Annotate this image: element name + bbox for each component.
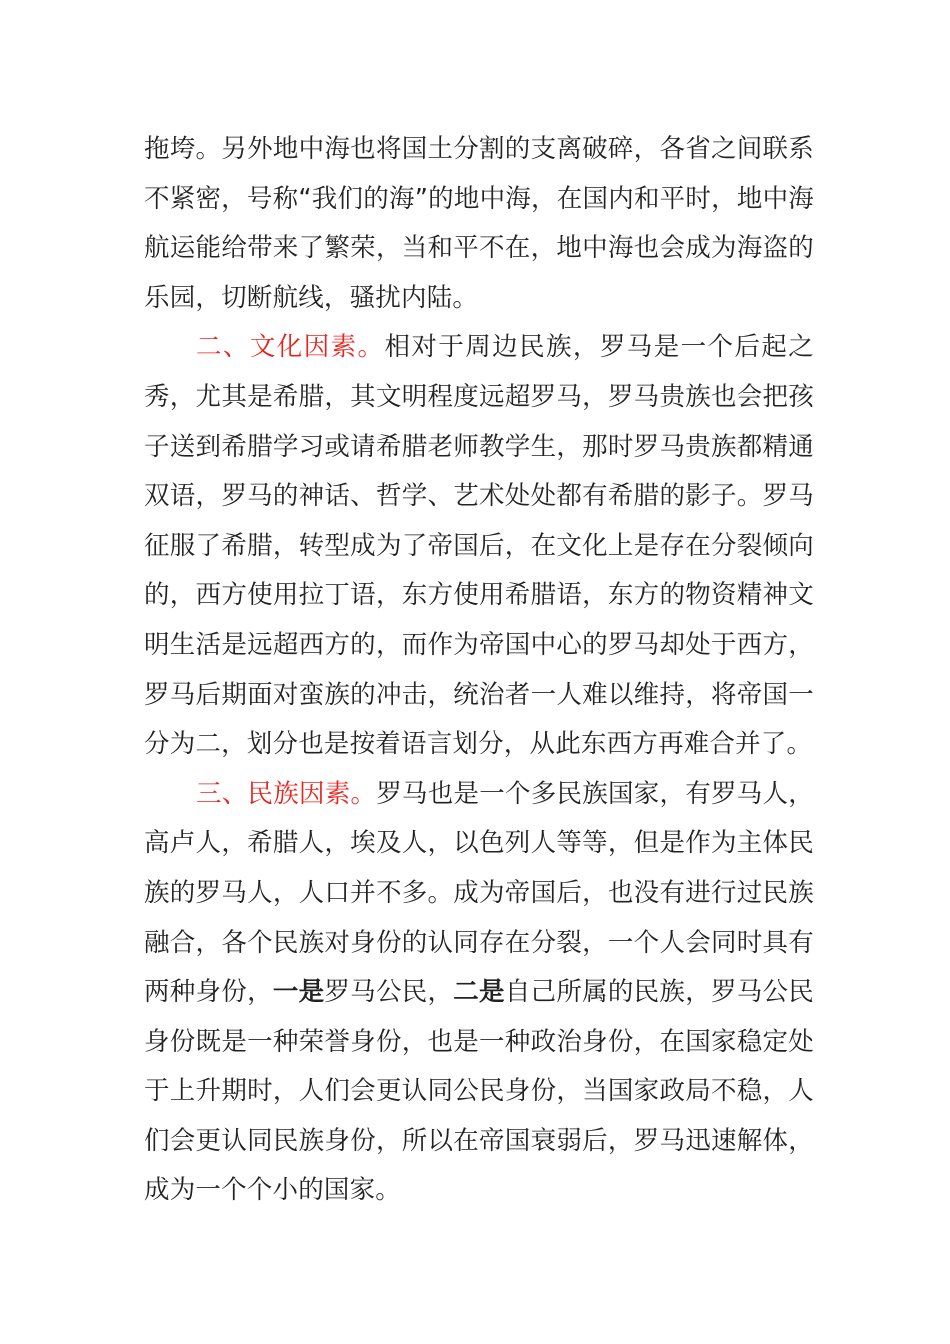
paragraph-text: 罗马公民， — [324, 977, 454, 1008]
paragraph-text: 相对于周边民族，罗马是一个后起之秀，尤其是希腊，其文明程度远超罗马，罗马贵族也会把孩子送到希腊学习或请希腊老师教学生，那时罗马贵族都精通双语，罗马的神话、哲学、艺术处处都有希腊的影子。罗马征服了希腊，转型成为了帝国后，在文化上是存在分裂倾向的，西方使用拉丁语，东方使用希腊语，东方的物资精神文明生活是远超西方的，而作为帝国中心的罗马却处于西方，罗马后期面对蛮族的冲击，统治者一人难以维持，将帝国一分为二，划分也是按着语言划分，从此东西方再难合并了。 — [144, 332, 815, 760]
section-heading-culture: 二、文化因素。 — [196, 332, 385, 363]
paragraph-ethnicity — [144, 770, 814, 1216]
paragraph-text: 自己所属的民族，罗马公民身份既是一种荣誉身份，也是一种政治身份，在国家稳定处于上升期时，人们会更认同公民身份，当国家政局不稳，人们会更认同民族身份，所以在帝国衰弱后，罗马迅速解体，成为一个个小的国家。 — [144, 977, 814, 1206]
bold-marker-first: 一是 — [272, 977, 325, 1008]
document-body — [144, 125, 814, 1216]
paragraph-geography-continued — [144, 125, 814, 323]
section-heading-ethnicity: 三、民族因素。 — [196, 778, 377, 809]
paragraph-culture — [144, 323, 814, 769]
paragraph-text: 罗马也是一个多民族国家，有罗马人，高卢人，希腊人，埃及人，以色列人等等，但是作为主体民族的罗马人，人口并不多。成为帝国后，也没有进行过民族融合，各个民族对身份的认同存在分裂，一个人会同时具有两种身份， — [144, 778, 814, 1008]
paragraph-text: 拖垮。另外地中海也将国土分割的支离破碎，各省之间联系不紧密，号称“我们的海”的地中海，在国内和平时，地中海航运能给带来了繁荣，当和平不在，地中海也会成为海盗的乐园，切断航线，骚扰内陆。 — [144, 134, 814, 313]
bold-marker-second: 二是 — [453, 977, 505, 1008]
